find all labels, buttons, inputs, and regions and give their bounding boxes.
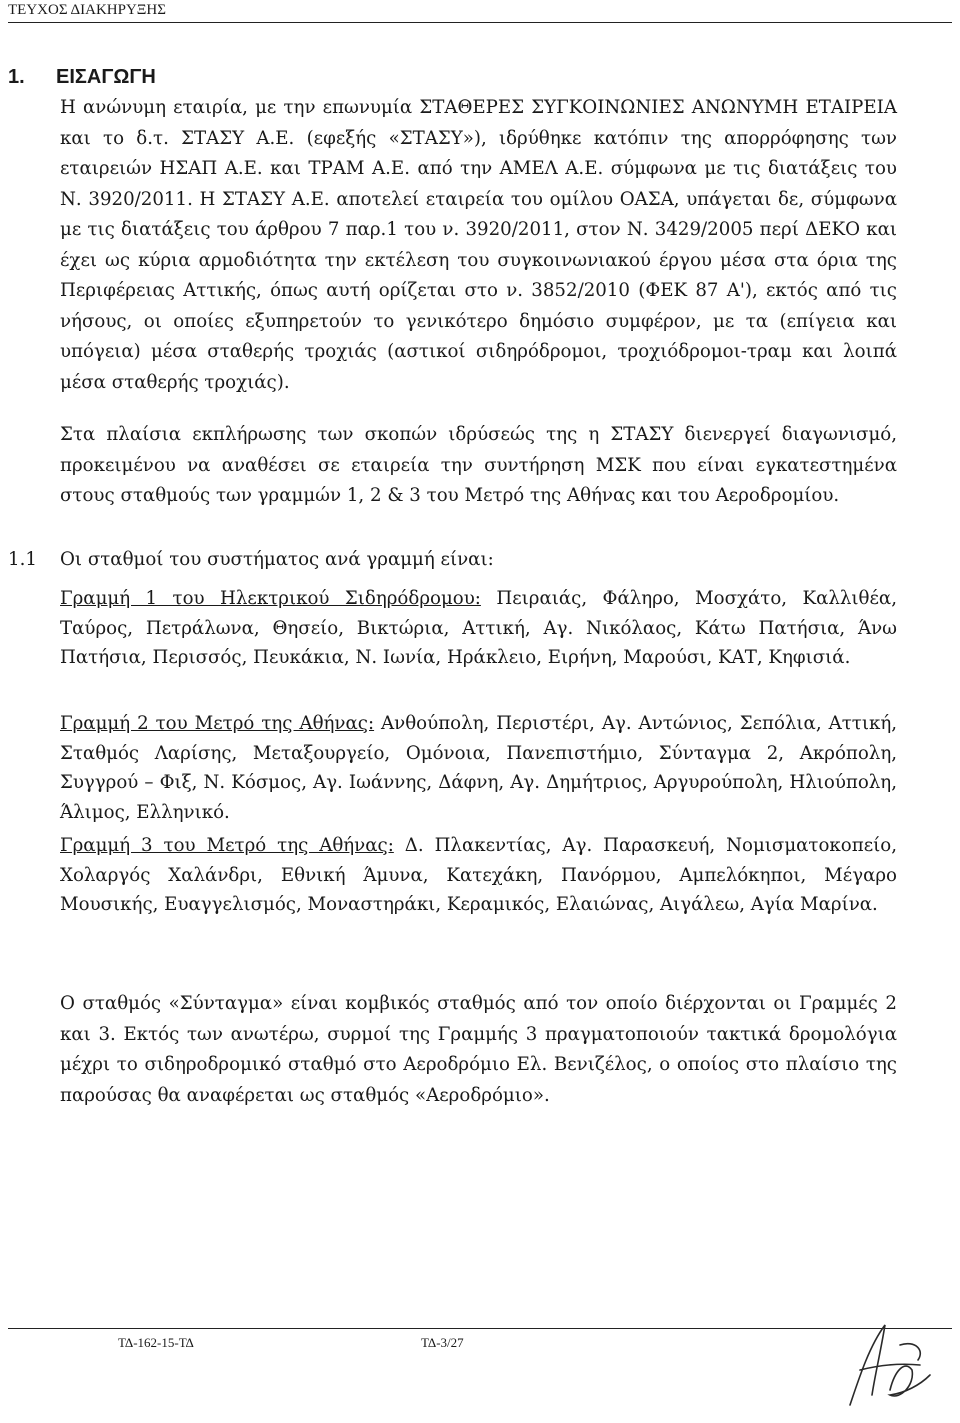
section-heading bbox=[8, 66, 156, 89]
line-2-paragraph bbox=[60, 709, 897, 827]
header-title: ΤΕΥΧΟΣ ΔΙΑΚΗΡΥΞΗΣ bbox=[8, 2, 166, 18]
footer-page-number: ΤΔ-3/27 bbox=[421, 1335, 464, 1350]
subsection-heading bbox=[8, 545, 494, 575]
subsection-number: 1.1 bbox=[8, 549, 37, 570]
line-1-stations: Πειραιάς, Φάληρο, Μοσχάτο, Καλλιθέα, Ταύρος, Πετράλωνα, Θησείο, Βικτώρια, Αττική, Αγ. Νικόλαος, Κάτω Πατήσια, Άνω Πατήσια, Περισσός, Πευκάκια, Ν. Ιωνία, Ηράκλειο, Ειρήνη, Μαρούσι, ΚΑΤ, Κηφισιά. bbox=[60, 588, 897, 669]
line-2-stations: Ανθούπολη, Περιστέρι, Αγ. Αντώνιος, Σεπόλια, Αττική, Σταθμός Λαρίσης, Μεταξουργείο, Ομόνοια, Πανεπιστήμιο, Σύνταγμα 2, Ακρόπολη, Συγγρού – Φιξ, Ν. Κόσμος, Αγ. Ιωάννης, Δάφνη, Αγ. Δημήτριος, Αργυρούπολη, Ηλιούπολη, Άλιμος, Ελληνικό. bbox=[60, 713, 897, 823]
section-title: ΕΙΣΑΓΩΓΗ bbox=[56, 66, 156, 88]
section-number: 1. bbox=[8, 66, 25, 88]
intro-paragraph: Η ανώνυμη εταιρία, με την επωνυμία ΣΤΑΘΕΡΕΣ ΣΥΓΚΟΙΝΩΝΙΕΣ ΑΝΩΝΥΜΗ ΕΤΑΙΡΕΙΑ και το δ.τ. ΣΤΑΣΥ Α.Ε. (εφεξής «ΣΤΑΣΥ»), ιδρύθηκε κατόπιν της απορρόφησης των εταιρειών ΗΣΑΠ Α.Ε. και ΤΡΑΜ Α.Ε. από την ΑΜΕΛ Α.Ε. σύμφωνα με τις διατάξεις του Ν. 3920/2011. Η ΣΤΑΣΥ Α.Ε. αποτελεί εταιρεία του ομίλου ΟΑΣΑ, υπάγεται δε, σύμφωνα με τις διατάξεις του άρθρου 7 παρ.1 του ν. 3920/2011, στον Ν. 3429/2005 περί ΔΕΚΟ και έχει ως κύρια αρμοδιότητα την εκτέλεση του συγκοινωνιακού έργου μέσα στα όρια της Περιφέρειας Αττικής, όπως αυτή ορίζεται στο ν. 3852/2010 (ΦΕΚ 87 Α'), εκτός από τις νήσους, οι οποίες εξυπηρετούν το γενικότερο δημόσιο συμφέρον, με τα (επίγεια και υπόγεια) μέσα σταθερής τροχιάς (αστικοί σιδηρόδρομοι, τροχιόδρομοι-τραμ και λοιπά μέσα σταθερής τροχιάς). bbox=[60, 97, 897, 393]
document-header bbox=[8, 2, 952, 23]
signature-icon bbox=[830, 1315, 940, 1415]
document-footer bbox=[8, 1328, 952, 1417]
tender-paragraph: Στα πλαίσια εκπλήρωσης των σκοπών ιδρύσεώς της η ΣΤΑΣΥ διενεργεί διαγωνισμό, προκειμένου να αναθέσει σε εταιρεία την συντήρηση ΜΣΚ που είναι εγκατεστημένα στους σταθμούς των γραμμών 1, 2 & 3 του Μετρό της Αθήνας και του Αεροδρομίου. bbox=[60, 424, 897, 506]
footer-doc-code: ΤΔ-162-15-ΤΔ bbox=[118, 1335, 194, 1350]
subsection-title: Οι σταθμοί του συστήματος ανά γραμμή είναι: bbox=[60, 549, 494, 570]
line-1-paragraph bbox=[60, 584, 897, 673]
line-1-label: Γραμμή 1 του Ηλεκτρικού Σιδηρόδρομου: bbox=[60, 588, 481, 609]
closing-paragraph: Ο σταθμός «Σύνταγμα» είναι κομβικός σταθμός από τον οποίο διέρχονται οι Γραμμές 2 και 3. Εκτός των ανωτέρω, συρμοί της Γραμμής 3 πραγματοποιούν τακτικά δρομολόγια μέχρι το σιδηροδρομικό σταθμό στο Αεροδρόμιο Ελ. Βενιζέλος, ο οποίος στο πλαίσιο της παρούσας θα αναφέρεται ως σταθμός «Αεροδρόμιο». bbox=[60, 993, 897, 1106]
line-3-paragraph bbox=[60, 831, 897, 920]
line-3-stations: Δ. Πλακεντίας, Αγ. Παρασκευή, Νομισματοκοπείο, Χολαργός Χαλάνδρι, Εθνική Άμυνα, Κατεχάκη, Πανόρμου, Αμπελόκηποι, Μέγαρο Μουσικής, Ευαγγελισμός, Μοναστηράκι, Κεραμικός, Ελαιώνας, Αιγάλεω, Αγία Μαρίνα. bbox=[60, 835, 897, 916]
line-2-label: Γραμμή 2 του Μετρό της Αθήνας: bbox=[60, 713, 375, 734]
line-3-label: Γραμμή 3 του Μετρό της Αθήνας: bbox=[60, 835, 394, 856]
